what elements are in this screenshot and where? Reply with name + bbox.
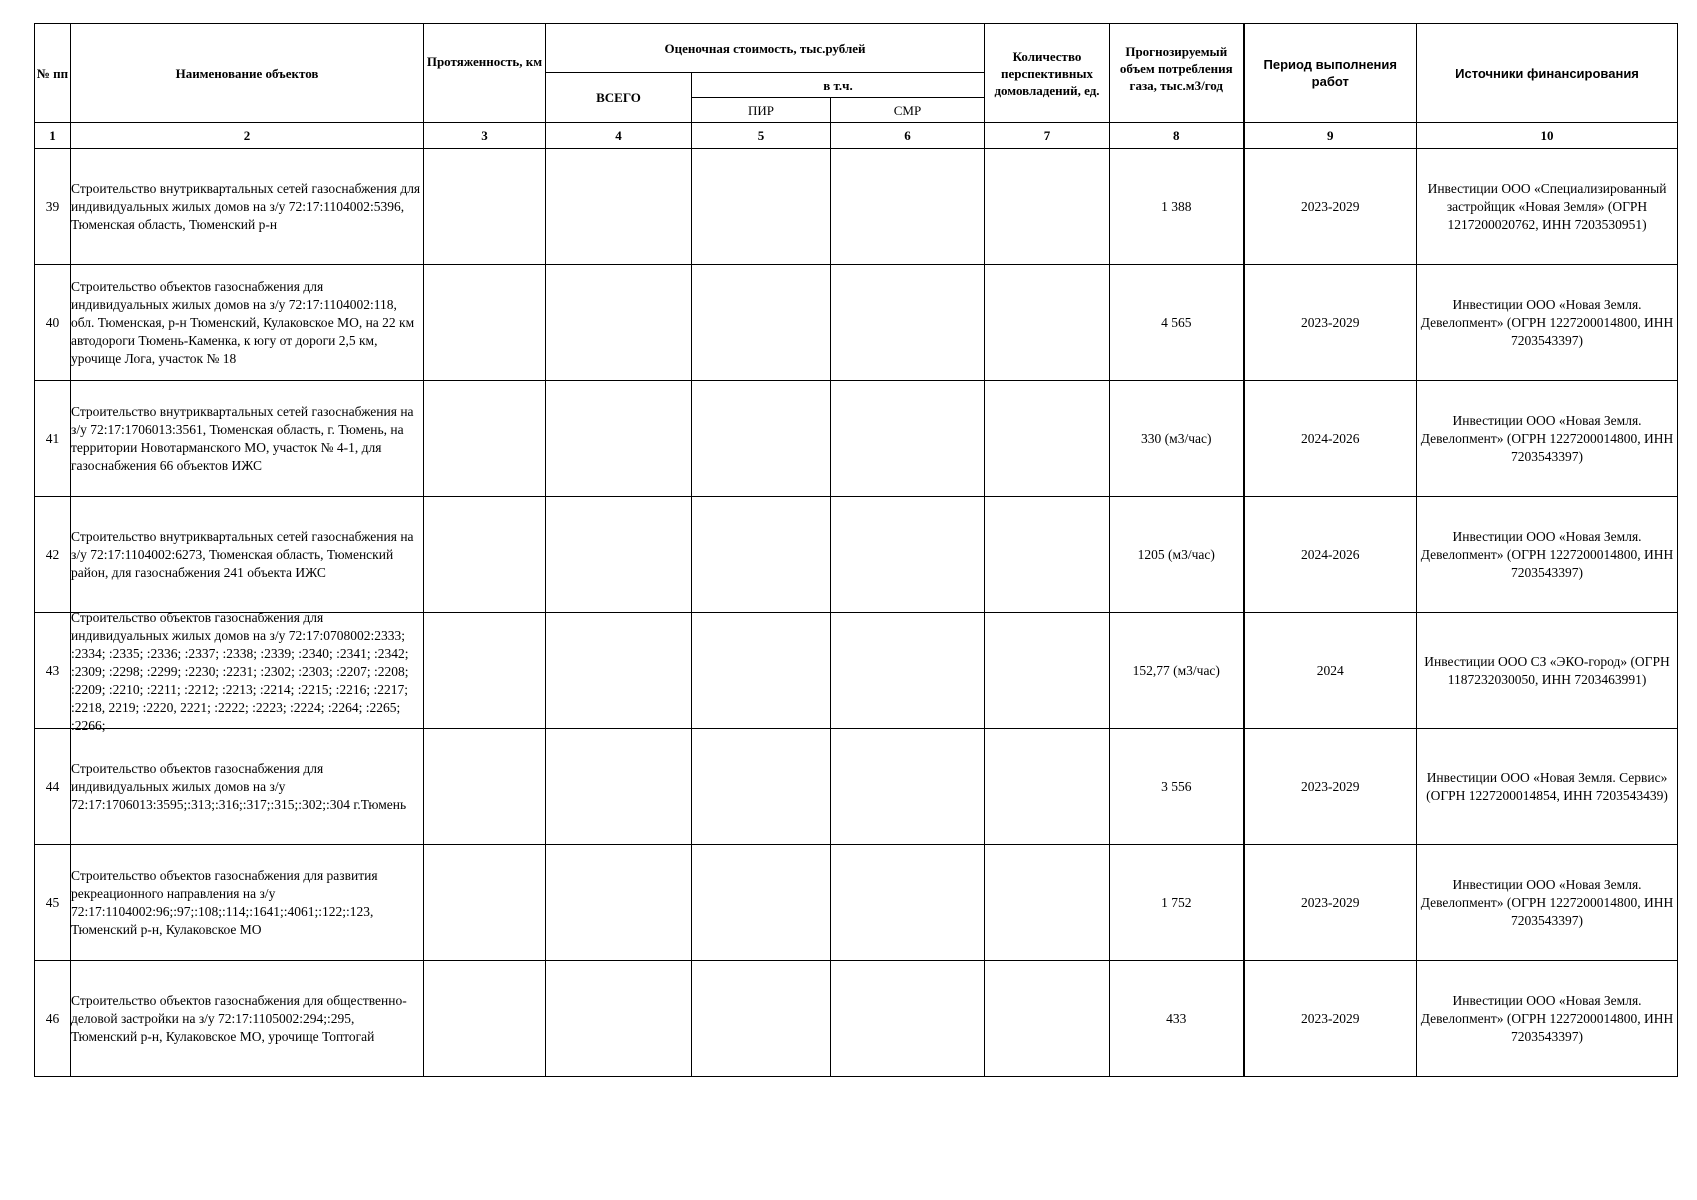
row-period: 2023-2029 (1244, 961, 1417, 1077)
row-period: 2023-2029 (1244, 729, 1417, 845)
row-total (546, 497, 692, 613)
row-pir (692, 265, 831, 381)
row-pir (692, 149, 831, 265)
row-pir (692, 497, 831, 613)
row-households (985, 845, 1110, 961)
header-total: ВСЕГО (546, 73, 692, 123)
row-smr (831, 381, 985, 497)
row-funding: Инвестиции ООО «Специализированный застройщик «Новая Земля» (ОГРН 1217200020762, ИНН 7203530951) (1417, 149, 1678, 265)
row-length (424, 613, 546, 729)
index-cell: 8 (1110, 123, 1244, 149)
table-row (35, 265, 1678, 381)
row-name-cell (71, 381, 424, 497)
row-gas: 3 556 (1110, 729, 1244, 845)
row-households (985, 729, 1110, 845)
row-smr (831, 613, 985, 729)
table-row (35, 497, 1678, 613)
row-num: 45 (35, 845, 71, 961)
row-households (985, 961, 1110, 1077)
row-name-cell (71, 845, 424, 961)
table-row (35, 845, 1678, 961)
row-name: Строительство внутриквартальных сетей газоснабжения на з/у 72:17:1104002:6273, Тюменская область, Тюменский район, для газоснабжения 241 объекта ИЖС (71, 528, 414, 580)
row-pir (692, 961, 831, 1077)
row-funding: Инвестиции ООО «Новая Земля. Девелопмент» (ОГРН 1227200014800, ИНН 7203543397) (1417, 381, 1678, 497)
row-smr (831, 265, 985, 381)
table-row (35, 961, 1678, 1077)
table-row (35, 613, 1678, 729)
row-name: Строительство объектов газоснабжения для индивидуальных жилых домов на з/у 72:17:1706013:3595;:313;:316;:317;:315;:302;:304 г.Тюмень (71, 760, 407, 812)
index-cell: 5 (692, 123, 831, 149)
row-households (985, 149, 1110, 265)
row-period: 2023-2029 (1244, 845, 1417, 961)
row-period: 2023-2029 (1244, 149, 1417, 265)
row-pir (692, 729, 831, 845)
index-cell: 6 (831, 123, 985, 149)
row-name-cell (71, 961, 424, 1077)
row-gas: 1205 (м3/час) (1110, 497, 1244, 613)
index-cell: 7 (985, 123, 1110, 149)
row-length (424, 381, 546, 497)
row-num: 39 (35, 149, 71, 265)
table-body (35, 149, 1678, 1077)
index-cell: 9 (1244, 123, 1417, 149)
row-funding: Инвестиции ООО «Новая Земля. Сервис» (ОГРН 1227200014854, ИНН 7203543439) (1417, 729, 1678, 845)
row-total (546, 381, 692, 497)
row-length (424, 961, 546, 1077)
row-total (546, 961, 692, 1077)
row-period: 2024-2026 (1244, 381, 1417, 497)
row-total (546, 613, 692, 729)
table-row (35, 149, 1678, 265)
header-period: Период выполнения работ (1244, 24, 1417, 123)
row-gas: 1 388 (1110, 149, 1244, 265)
investment-table (34, 23, 1678, 1077)
row-smr (831, 149, 985, 265)
row-name-cell (71, 497, 424, 613)
index-cell: 10 (1417, 123, 1678, 149)
row-pir (692, 381, 831, 497)
header-gas: Прогнозируемый объем потребления газа, тыс.м3/год (1110, 24, 1244, 123)
header-incl: в т.ч. (692, 73, 985, 98)
row-households (985, 381, 1110, 497)
row-funding: Инвестиции ООО «Новая Земля. Девелопмент» (ОГРН 1227200014800, ИНН 7203543397) (1417, 845, 1678, 961)
header-households: Количество перспективных домовладений, ед. (985, 24, 1110, 123)
row-funding: Инвестиции ООО «Новая Земля. Девелопмент» (ОГРН 1227200014800, ИНН 7203543397) (1417, 265, 1678, 381)
row-total (546, 729, 692, 845)
row-pir (692, 845, 831, 961)
row-gas: 4 565 (1110, 265, 1244, 381)
row-name-cell (71, 265, 424, 381)
row-households (985, 497, 1110, 613)
header-funding: Источники финансирования (1417, 24, 1678, 123)
row-length (424, 149, 546, 265)
row-name-cell (71, 149, 424, 265)
row-funding: Инвестиции ООО «Новая Земля. Девелопмент» (ОГРН 1227200014800, ИНН 7203543397) (1417, 961, 1678, 1077)
row-num: 40 (35, 265, 71, 381)
row-period: 2024-2026 (1244, 497, 1417, 613)
row-smr (831, 497, 985, 613)
row-gas: 152,77 (м3/час) (1110, 613, 1244, 729)
row-name: Строительство объектов газоснабжения для общественно-деловой застройки на з/у 72:17:1105002:294;:295, Тюменский р-н, Кулаковское МО, урочище Топтогай (71, 992, 407, 1044)
header-smr: СМР (831, 98, 985, 123)
row-total (546, 149, 692, 265)
row-name-cell (71, 609, 424, 733)
row-length (424, 729, 546, 845)
row-households (985, 265, 1110, 381)
row-num: 46 (35, 961, 71, 1077)
table-row (35, 381, 1678, 497)
row-name: Строительство объектов газоснабжения для развития рекреационного направления на з/у 72:17:1104002:96;:97;:108;:114;:1641;:4061;:122;:123, Тюменский р-н, Кулаковское МО (71, 867, 378, 937)
row-length (424, 497, 546, 613)
row-smr (831, 845, 985, 961)
row-period: 2024 (1244, 613, 1417, 729)
row-name: Строительство объектов газоснабжения для индивидуальных жилых домов на з/у 72:17:0708002:2333; :2334; :2335; :2336; :2337; :2338; :2339; :2340; :2341; :2342; :2309; :2298; :2299; :2230; :2231; :2302; :2303; :2207; :2208; :2209; :2210; :2211; :2212; :2213; :2214; :2215; :2216; :2217; :2218, 2219; :2220, 2221; :2222; :2223; :2224; :2264; :2265; :2266; (71, 609, 409, 733)
row-name: Строительство внутриквартальных сетей газоснабжения для индивидуальных жилых домов на з/у 72:17:1104002:5396, Тюменская область, Тюменский р-н (71, 180, 421, 232)
row-name-cell (71, 729, 424, 845)
header-name: Наименование объектов (71, 24, 424, 123)
row-num: 43 (35, 613, 71, 729)
row-length (424, 845, 546, 961)
index-cell: 1 (35, 123, 71, 149)
row-total (546, 845, 692, 961)
row-name: Строительство внутриквартальных сетей газоснабжения на з/у 72:17:1706013:3561, Тюменская область, г. Тюмень, на территории Новотарманского МО, участок № 4-1, для газоснабжения 66 объектов ИЖС (71, 403, 414, 473)
row-smr (831, 961, 985, 1077)
table-header (35, 24, 1678, 149)
index-cell: 4 (546, 123, 692, 149)
row-pir (692, 613, 831, 729)
row-households (985, 613, 1110, 729)
table-row (35, 729, 1678, 845)
index-cell: 2 (71, 123, 424, 149)
row-total (546, 265, 692, 381)
header-pir: ПИР (692, 98, 831, 123)
header-num: № пп (35, 24, 71, 123)
row-gas: 330 (м3/час) (1110, 381, 1244, 497)
header-length: Протяженность, км (424, 24, 546, 123)
row-name: Строительство объектов газоснабжения для индивидуальных жилых домов на з/у 72:17:1104002:118, обл. Тюменская, р-н Тюменский, Кулаковское МО, на 22 км автодороги Тюмень-Каменка, к югу от дороги 2,5 км, урочище Лога, участок № 18 (71, 278, 415, 366)
row-period: 2023-2029 (1244, 265, 1417, 381)
row-smr (831, 729, 985, 845)
row-funding: Инвестиции ООО «Новая Земля. Девелопмент» (ОГРН 1227200014800, ИНН 7203543397) (1417, 497, 1678, 613)
index-cell: 3 (424, 123, 546, 149)
index-row (35, 123, 1678, 149)
row-funding: Инвестиции ООО СЗ «ЭКО-город» (ОГРН 1187232030050, ИНН 7203463991) (1417, 613, 1678, 729)
row-num: 42 (35, 497, 71, 613)
row-gas: 1 752 (1110, 845, 1244, 961)
row-gas: 433 (1110, 961, 1244, 1077)
header-cost: Оценочная стоимость, тыс.рублей (546, 24, 985, 73)
row-num: 41 (35, 381, 71, 497)
row-num: 44 (35, 729, 71, 845)
row-length (424, 265, 546, 381)
